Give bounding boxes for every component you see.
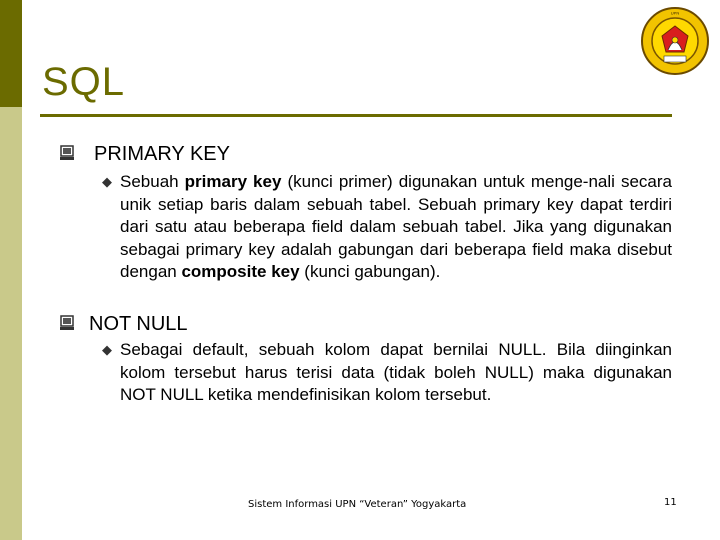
diamond-bullet-icon: ◆: [102, 174, 112, 189]
bold-term: primary key: [184, 172, 282, 191]
paragraph-text: [120, 172, 672, 281]
bold-term: composite key: [181, 262, 300, 281]
svg-text:UPN: UPN: [670, 10, 680, 16]
slide-title: SQL: [42, 60, 126, 104]
text-run: (kunci primer) digunakan untuk menge-nali secara unik setiap baris dalam sebuah tabel. Sebuah primary key dapat terdiri dari satu atau beberapa field dalam sebuah tabel. Jika yang digunakan sebagai primary key adalah gabungan dari beberapa field maka disebut dengan: [120, 172, 672, 281]
text-run: (kunci gabungan).: [299, 262, 441, 281]
title-underline: [40, 114, 672, 117]
diamond-bullet-icon: ◆: [102, 342, 112, 357]
text-run: Sebagai default, sebuah kolom dapat bernilai NULL. Bila diinginkan kolom tersebut harus terisi data (tidak boleh NULL) maka digunakan NOT NULL ketika mendefinisikan kolom tersebut.: [120, 340, 672, 404]
text-run: Sebuah: [120, 172, 185, 191]
page-number: 11: [664, 497, 677, 508]
sidebar-accent-dark: [0, 0, 22, 107]
section-paragraph: [102, 171, 672, 284]
paragraph-text: [120, 340, 672, 404]
section-paragraph: [102, 339, 672, 407]
section-heading: NOT NULL: [89, 313, 188, 335]
monitor-bullet-icon: [60, 145, 74, 161]
monitor-bullet-icon: [60, 315, 74, 331]
section-heading: PRIMARY KEY: [94, 143, 230, 165]
slide-footer: Sistem Informasi UPN “Veteran” Yogyakarta: [248, 499, 467, 510]
sidebar-accent-light: [0, 107, 22, 540]
university-logo: [640, 6, 710, 76]
